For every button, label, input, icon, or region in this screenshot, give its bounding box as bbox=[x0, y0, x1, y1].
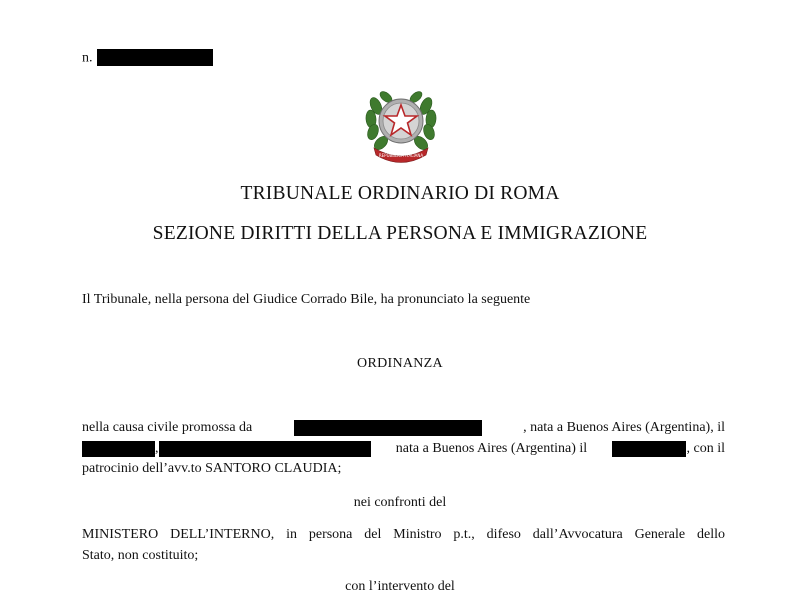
intro-sentence: Il Tribunale, nella persona del Giudice Corrado Bile, ha pronunciato la seguente bbox=[82, 292, 531, 307]
italian-emblem-icon bbox=[364, 84, 438, 164]
ministry-paragraph bbox=[82, 525, 725, 566]
intervento-line: con l’intervento del bbox=[345, 579, 455, 594]
parties-line-3 bbox=[82, 459, 725, 480]
parties-text: patrocinio dell’avv.to SANTORO CLAUDIA; bbox=[82, 461, 342, 476]
svg-text:REPUBBLICA ITALIANA: REPUBBLICA ITALIANA bbox=[378, 153, 424, 158]
parties-text: , con il bbox=[686, 440, 725, 456]
redaction-bar bbox=[82, 441, 155, 457]
parties-paragraph bbox=[82, 418, 725, 480]
parties-line-2 bbox=[82, 439, 725, 460]
court-title: TRIBUNALE ORDINARIO DI ROMA bbox=[240, 183, 560, 204]
parties-segment bbox=[612, 439, 725, 460]
parties-text: nata a Buenos Aires (Argentina) il bbox=[395, 440, 588, 456]
redaction-bar bbox=[612, 441, 686, 457]
parties-text: , nata a Buenos Aires (Argentina), il bbox=[523, 420, 725, 435]
ministry-line-2: Stato, non costituito; bbox=[82, 547, 199, 563]
redaction-bar bbox=[159, 441, 371, 457]
redaction-bar bbox=[97, 49, 213, 66]
parties-text: nella causa civile promossa da bbox=[82, 420, 253, 435]
redaction-bar bbox=[294, 420, 482, 436]
confronti-line: nei confronti del bbox=[353, 495, 447, 510]
parties-text: , bbox=[155, 440, 159, 456]
ministry-line-1: MINISTERO DELL’INTERNO, in persona del Ministro p.t., difeso dall’Avvocatura Generale dello bbox=[82, 527, 725, 542]
case-number-prefix: n. bbox=[82, 50, 93, 66]
ordinanza-heading: ORDINANZA bbox=[357, 356, 443, 371]
case-number bbox=[82, 50, 213, 67]
parties-line-1 bbox=[82, 418, 725, 439]
section-title: SEZIONE DIRITTI DELLA PERSONA E IMMIGRAZIONE bbox=[152, 223, 648, 244]
parties-segment bbox=[82, 439, 371, 460]
